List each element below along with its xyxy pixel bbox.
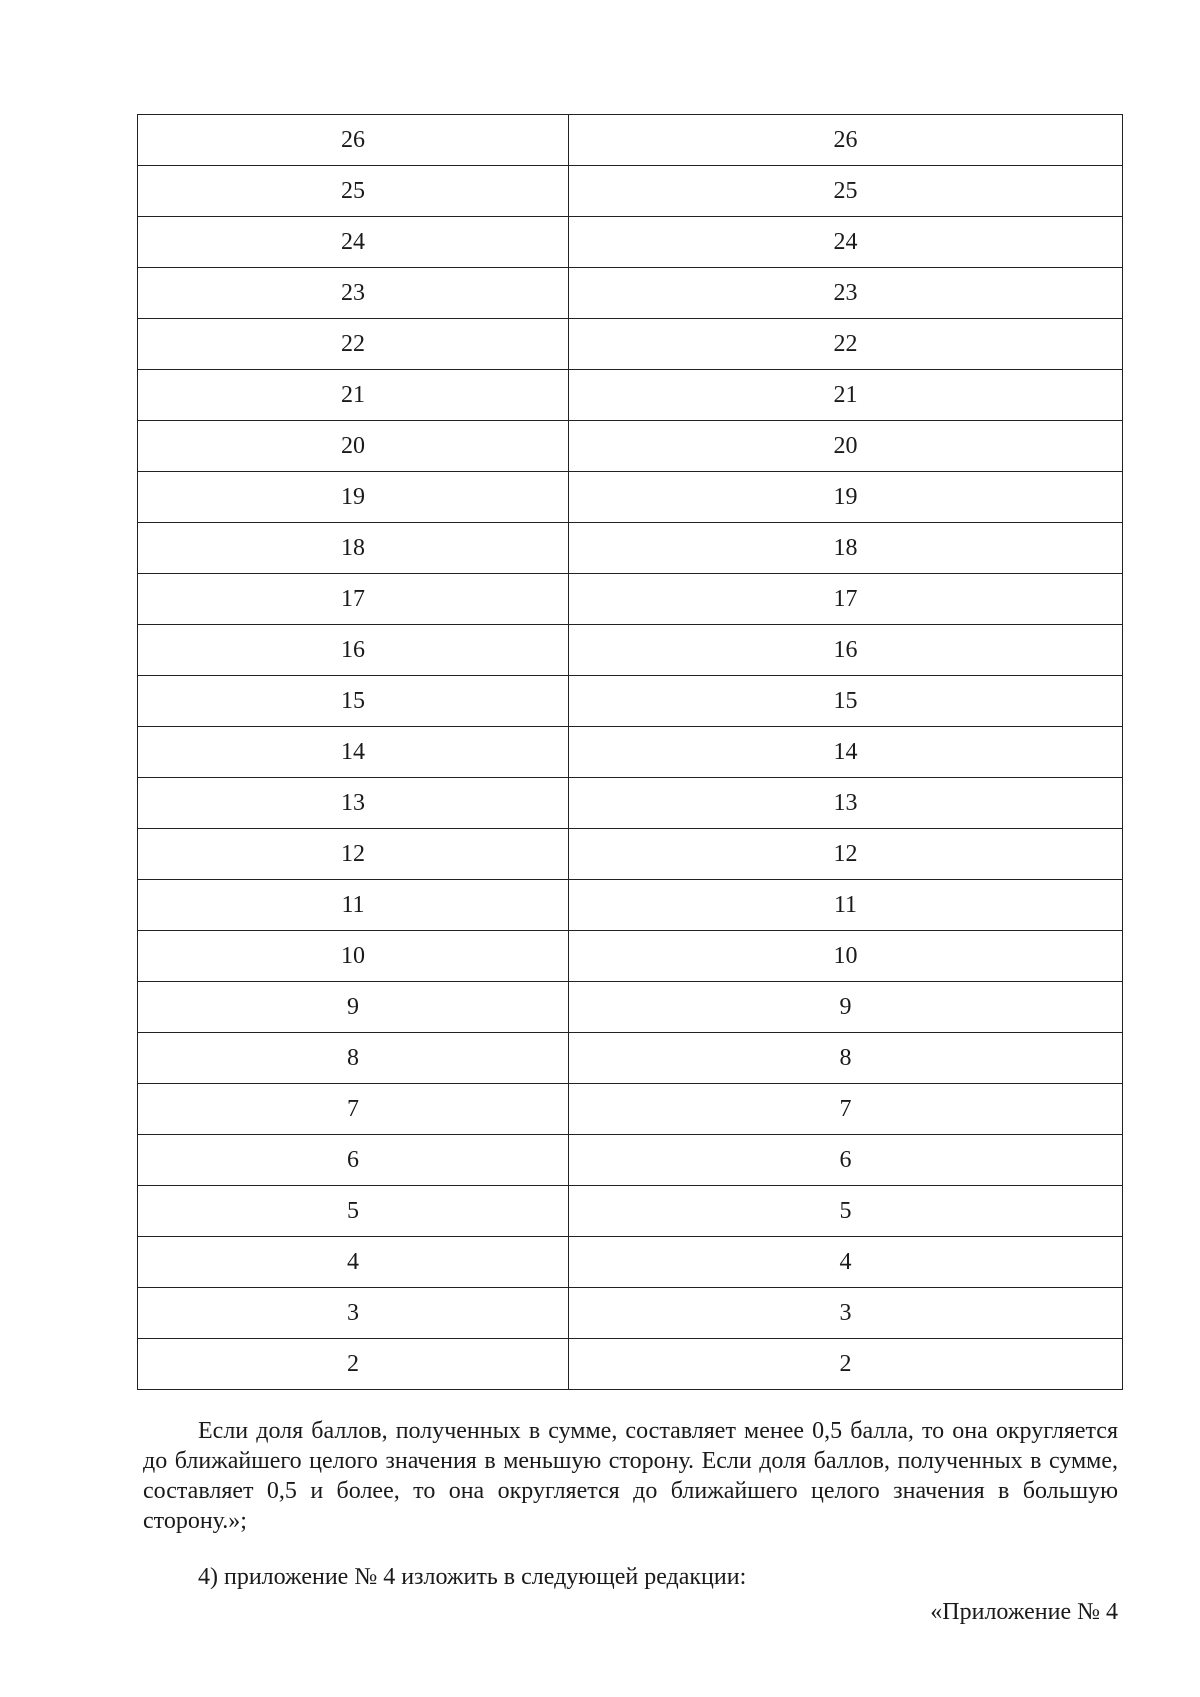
table-cell-left: 3 — [138, 1288, 569, 1339]
table-cell-left: 11 — [138, 880, 569, 931]
table-cell-right: 3 — [569, 1288, 1123, 1339]
table-cell-left: 14 — [138, 727, 569, 778]
table-cell-left: 22 — [138, 319, 569, 370]
table-row — [138, 727, 1123, 778]
table-cell-left: 6 — [138, 1135, 569, 1186]
table-cell-left: 19 — [138, 472, 569, 523]
table-cell-left: 16 — [138, 625, 569, 676]
table-row — [138, 1237, 1123, 1288]
table-row — [138, 1339, 1123, 1390]
table-cell-right: 12 — [569, 829, 1123, 880]
table-cell-left: 24 — [138, 217, 569, 268]
table-cell-left: 25 — [138, 166, 569, 217]
table-cell-left: 15 — [138, 676, 569, 727]
table-row — [138, 1186, 1123, 1237]
table-cell-left: 7 — [138, 1084, 569, 1135]
table-cell-left: 20 — [138, 421, 569, 472]
table-cell-left: 18 — [138, 523, 569, 574]
table-row — [138, 472, 1123, 523]
appendix-heading: «Приложение № 4 — [930, 1599, 1118, 1625]
table-row — [138, 982, 1123, 1033]
item-4-paragraph: 4) приложение № 4 изложить в следующей редакции: — [198, 1564, 747, 1590]
table-cell-left: 13 — [138, 778, 569, 829]
table-cell-right: 10 — [569, 931, 1123, 982]
table-row — [138, 676, 1123, 727]
table-row — [138, 574, 1123, 625]
table-cell-right: 17 — [569, 574, 1123, 625]
table-cell-left: 2 — [138, 1339, 569, 1390]
table-cell-left: 9 — [138, 982, 569, 1033]
table-cell-right: 15 — [569, 676, 1123, 727]
table-cell-right: 13 — [569, 778, 1123, 829]
table-cell-right: 19 — [569, 472, 1123, 523]
score-table — [137, 114, 1123, 1390]
table-row — [138, 931, 1123, 982]
table-row — [138, 268, 1123, 319]
table-cell-right: 16 — [569, 625, 1123, 676]
table-row — [138, 778, 1123, 829]
table-row — [138, 829, 1123, 880]
table-row — [138, 1033, 1123, 1084]
table-row — [138, 319, 1123, 370]
table-row — [138, 421, 1123, 472]
table-cell-right: 26 — [569, 115, 1123, 166]
table-cell-right: 11 — [569, 880, 1123, 931]
table-cell-right: 2 — [569, 1339, 1123, 1390]
table-cell-right: 7 — [569, 1084, 1123, 1135]
table-row — [138, 370, 1123, 421]
table-cell-left: 23 — [138, 268, 569, 319]
table-cell-left: 8 — [138, 1033, 569, 1084]
table-cell-right: 23 — [569, 268, 1123, 319]
table-cell-right: 6 — [569, 1135, 1123, 1186]
table-row — [138, 523, 1123, 574]
table-cell-left: 4 — [138, 1237, 569, 1288]
table-cell-left: 5 — [138, 1186, 569, 1237]
table-cell-left: 17 — [138, 574, 569, 625]
table-row — [138, 1135, 1123, 1186]
table-cell-right: 8 — [569, 1033, 1123, 1084]
table-cell-left: 21 — [138, 370, 569, 421]
table-cell-left: 26 — [138, 115, 569, 166]
table-cell-right: 18 — [569, 523, 1123, 574]
score-table-body — [138, 115, 1123, 1390]
table-row — [138, 625, 1123, 676]
table-row — [138, 1288, 1123, 1339]
table-cell-right: 25 — [569, 166, 1123, 217]
rounding-rule-paragraph: Если доля баллов, полученных в сумме, составляет менее 0,5 балла, то она округляется до ближайшего целого значения в меньшую сторону. Если доля баллов, полученных в сумме, составляет 0,5 и более, то она округляется до ближайшего целого значения в большую сторону.»; — [143, 1418, 1118, 1534]
table-row — [138, 1084, 1123, 1135]
table-row — [138, 217, 1123, 268]
table-cell-right: 22 — [569, 319, 1123, 370]
table-cell-right: 24 — [569, 217, 1123, 268]
table-cell-left: 12 — [138, 829, 569, 880]
table-cell-right: 21 — [569, 370, 1123, 421]
table-cell-right: 5 — [569, 1186, 1123, 1237]
table-row — [138, 166, 1123, 217]
table-row — [138, 115, 1123, 166]
table-cell-right: 9 — [569, 982, 1123, 1033]
table-cell-right: 20 — [569, 421, 1123, 472]
table-cell-left: 10 — [138, 931, 569, 982]
table-row — [138, 880, 1123, 931]
table-cell-right: 14 — [569, 727, 1123, 778]
table-cell-right: 4 — [569, 1237, 1123, 1288]
